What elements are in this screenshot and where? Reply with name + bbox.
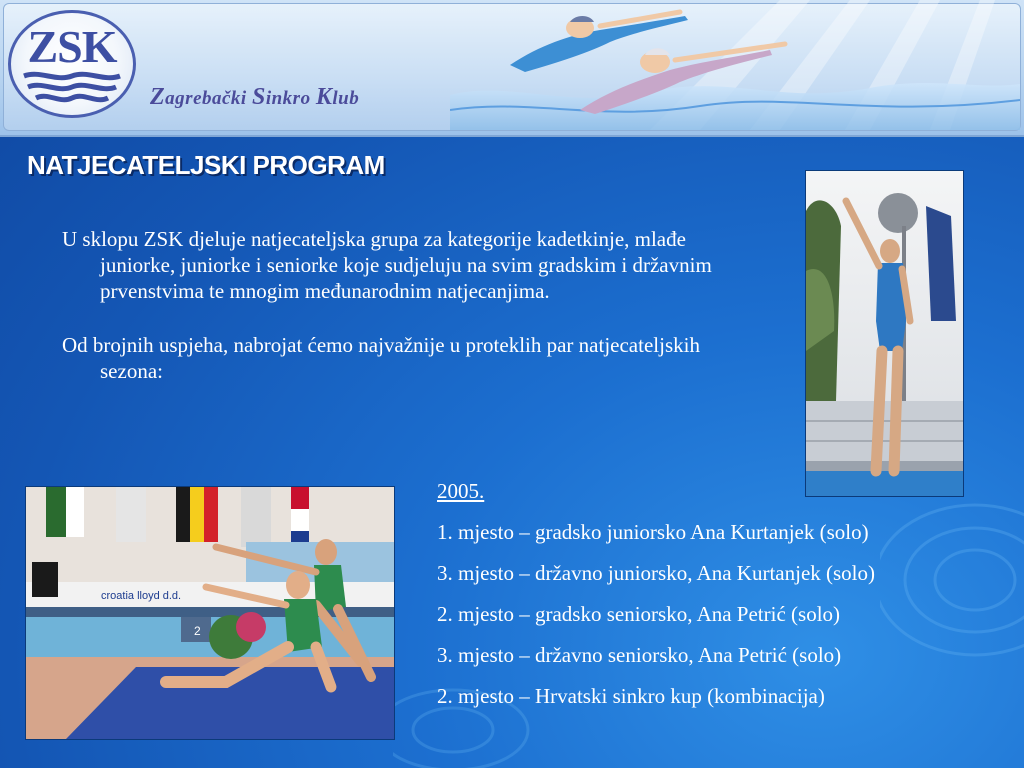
results-year: 2005. (437, 479, 485, 503)
intro-paragraph-1: U sklopu ZSK djeluje natjecateljska grupa za kategorije kadetkinje, mlađe juniorke, juniorke i seniorke koje sudjeluju na svim gradskim i državnim prvenstvima te mnogim međunarodnim natjecanjima. (62, 227, 712, 303)
water-ripple-decoration (880, 500, 1024, 768)
intro-paragraph-2: Od brojnih uspjeha, nabrojat ćemo najvažnije u proteklih par natjecateljskih sezona: (62, 333, 700, 383)
photo-duo-swimmers (25, 486, 395, 740)
header-banner (0, 0, 1024, 137)
results-list (437, 478, 875, 724)
club-name: Zagrebački Sinkro Klub (150, 84, 360, 110)
result-item: 2. mjesto – Hrvatski sinkro kup (kombinacija) (437, 684, 825, 708)
duo-swimmers-image (26, 487, 394, 739)
result-item: 1. mjesto – gradsko juniorsko Ana Kurtanjek (solo) (437, 520, 869, 544)
logo-text: ZSK (27, 21, 117, 72)
sponsor-banner-text: croatia lloyd d.d. (101, 590, 182, 602)
result-item: 3. mjesto – državno seniorsko, Ana Petrić (solo) (437, 643, 842, 667)
swimmers-illustration (450, 0, 1020, 130)
lane-number: 2 (194, 624, 201, 638)
solo-swimmer-image (806, 171, 963, 496)
logo-waves-icon (22, 70, 122, 104)
photo-solo-swimmer (805, 170, 964, 497)
result-item: 3. mjesto – državno juniorsko, Ana Kurtanjek (solo) (437, 561, 876, 585)
intro-text (62, 226, 752, 412)
result-item: 2. mjesto – gradsko seniorsko, Ana Petrić (solo) (437, 602, 841, 626)
page-title: NATJECATELJSKI PROGRAM (27, 150, 385, 180)
